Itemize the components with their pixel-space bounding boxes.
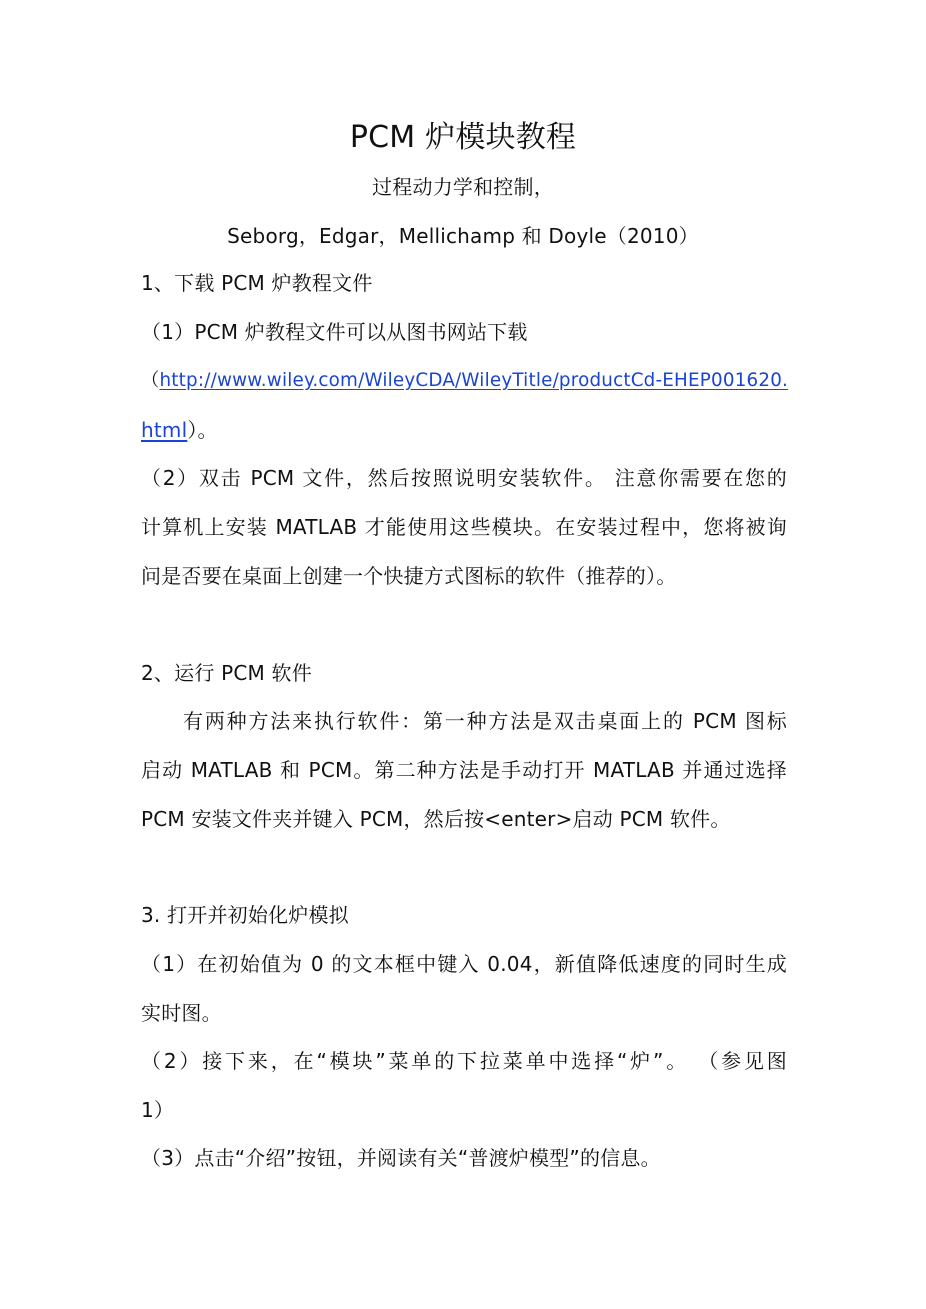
section-2-line-1: 有两种方法来执行软件：第一种方法是双击桌面上的 PCM 图标 xyxy=(183,709,787,733)
link-open-paren: （ xyxy=(141,370,160,391)
section-1-paragraph-1: （1）PCM 炉教程文件可以从图书网站下载 xyxy=(141,320,528,344)
section-3-paragraph-1-line-1: （1）在初始值为 0 的文本框中键入 0.04，新值降低速度的同时生成 xyxy=(141,952,787,976)
document-title: PCM 炉模块教程 xyxy=(349,120,577,155)
link-close-paren: ）。 xyxy=(187,418,218,442)
section-1-paragraph-2-line-1: （2）双击 PCM 文件，然后按照说明安装软件。 注意你需要在您的 xyxy=(141,466,787,490)
section-1-paragraph-2-line-3: 问是否要在桌面上创建一个快捷方式图标的软件（推荐的）。 xyxy=(141,564,677,588)
section-1-paragraph-2-line-2: 计算机上安装 MATLAB 才能使用这些模块。在安装过程中，您将被询 xyxy=(141,515,787,539)
download-link-line xyxy=(141,366,787,396)
download-link-continued[interactable]: html xyxy=(141,418,188,442)
section-3-heading: 3. 打开并初始化炉模拟 xyxy=(141,903,349,927)
section-3-paragraph-2-line-2: 1） xyxy=(141,1098,175,1122)
section-3-paragraph-3: （3）点击“介绍”按钮，并阅读有关“普渡炉模型”的信息。 xyxy=(141,1146,661,1170)
download-link-line-2 xyxy=(141,415,787,445)
document-subtitle: 过程动力学和控制， xyxy=(372,175,554,199)
download-link[interactable]: http://www.wiley.com/WileyCDA/WileyTitle/productCd-EHEP001620. xyxy=(159,370,789,391)
section-2-line-3: PCM 安装文件夹并键入 PCM，然后按<enter>启动 PCM 软件。 xyxy=(141,807,731,831)
section-1-heading: 1、下载 PCM 炉教程文件 xyxy=(141,271,373,295)
section-3-paragraph-1-line-2: 实时图。 xyxy=(141,1001,222,1025)
document-authors: Seborg，Edgar，Mellichamp 和 Doyle（2010） xyxy=(227,224,699,248)
section-2-heading: 2、运行 PCM 软件 xyxy=(141,661,312,685)
section-2-line-2: 启动 MATLAB 和 PCM。第二种方法是手动打开 MATLAB 并通过选择 xyxy=(141,758,787,782)
section-3-paragraph-2-line-1: （2）接下来，在“模块”菜单的下拉菜单中选择“炉”。 （参见图 xyxy=(141,1049,787,1073)
